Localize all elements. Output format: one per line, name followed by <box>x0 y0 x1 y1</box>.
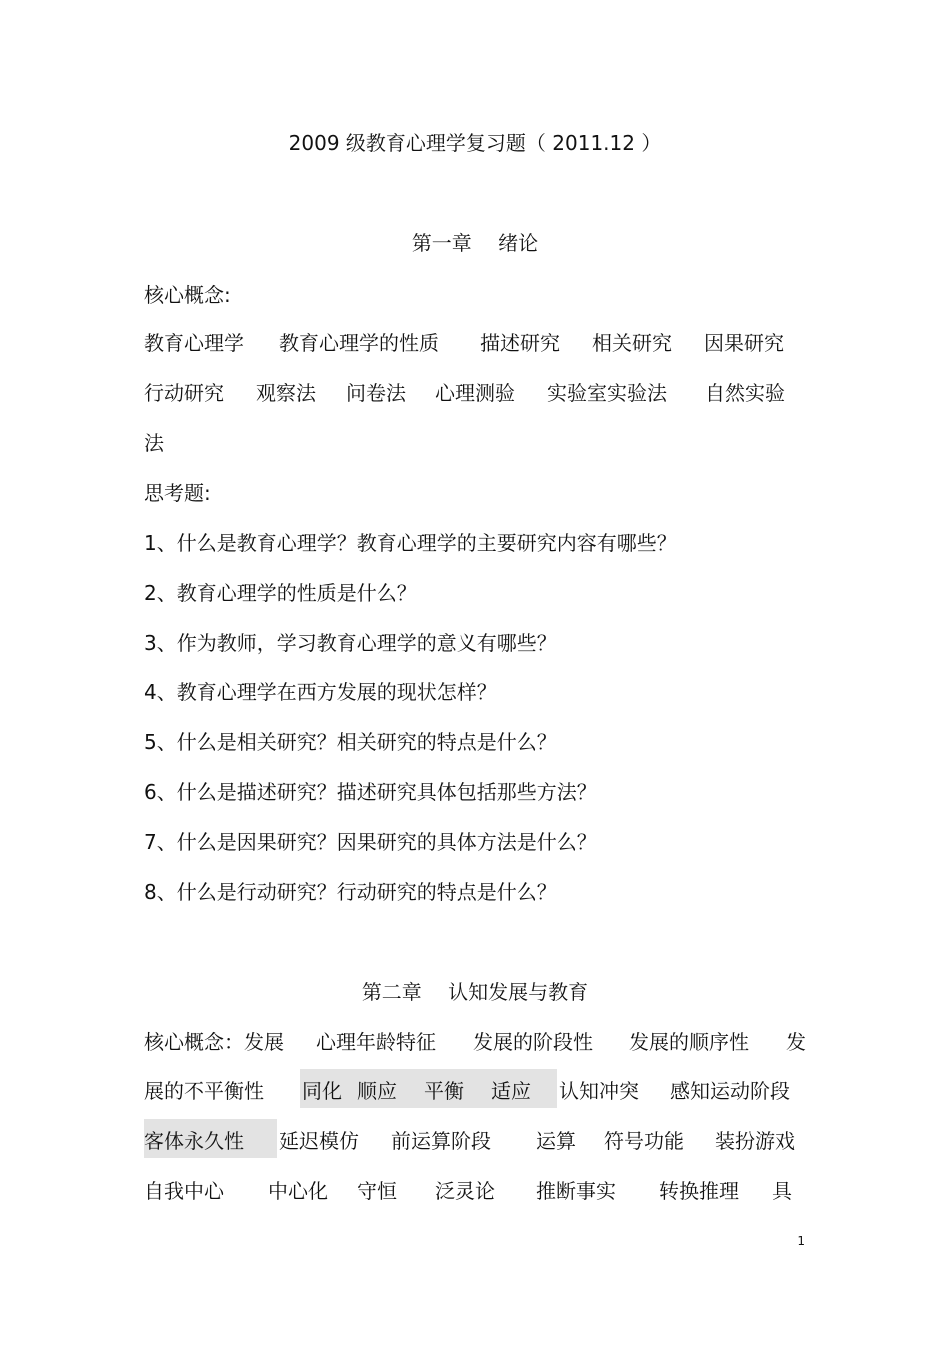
ch2-term: 具 <box>772 1179 792 1203</box>
chapter-2-heading: 第二章 认知发展与教育 <box>361 980 589 1004</box>
ch1-term: 教育心理学的性质 <box>279 331 439 355</box>
ch1-term: 行动研究 <box>144 381 224 405</box>
ch1-term: 描述研究 <box>480 331 560 355</box>
ch1-term: 相关研究 <box>592 331 672 355</box>
ch2-term: 中心化 <box>268 1179 328 1203</box>
ch1-term: 问卷法 <box>346 381 406 405</box>
page-number: 1 <box>797 1234 805 1248</box>
ch2-term: 核心概念：发展 <box>144 1030 284 1054</box>
ch2-term: 前运算阶段 <box>391 1129 491 1153</box>
ch2-term: 符号功能 <box>604 1129 684 1153</box>
ch1-term: 教育心理学 <box>144 331 244 355</box>
ch2-term: 推断事实 <box>536 1179 616 1203</box>
ch2-term: 顺应 <box>357 1079 397 1103</box>
ch2-term: 平衡 <box>424 1079 464 1103</box>
ch2-term: 认知冲突 <box>559 1079 639 1103</box>
ch2-term: 发 <box>786 1030 806 1054</box>
ch2-term: 运算 <box>536 1129 576 1153</box>
question-item: 3、作为教师，学习教育心理学的意义有哪些？ <box>144 631 557 655</box>
ch2-term: 客体永久性 <box>144 1129 244 1153</box>
question-item: 8、什么是行动研究？行动研究的特点是什么？ <box>144 880 557 904</box>
question-item: 5、什么是相关研究？相关研究的特点是什么？ <box>144 730 557 754</box>
ch1-term: 法 <box>144 431 164 455</box>
question-item: 1、什么是教育心理学？教育心理学的主要研究内容有哪些？ <box>144 531 677 555</box>
document-title: 2009 级教育心理学复习题（ 2011.12 ） <box>288 131 662 155</box>
ch1-term: 心理测验 <box>435 381 515 405</box>
ch2-term: 守恒 <box>357 1179 397 1203</box>
ch2-term: 心理年龄特征 <box>316 1030 436 1054</box>
ch2-term: 同化 <box>302 1079 342 1103</box>
question-item: 6、什么是描述研究？描述研究具体包括那些方法？ <box>144 780 597 804</box>
ch2-term: 装扮游戏 <box>715 1129 795 1153</box>
ch1-questions-label: 思考题: <box>144 481 211 505</box>
ch1-term: 观察法 <box>256 381 316 405</box>
ch1-term: 实验室实验法 <box>547 381 667 405</box>
ch1-term: 自然实验 <box>705 381 785 405</box>
question-item: 7、什么是因果研究？因果研究的具体方法是什么？ <box>144 830 597 854</box>
ch2-term: 适应 <box>491 1079 531 1103</box>
ch2-term: 发展的顺序性 <box>629 1030 749 1054</box>
ch2-term: 自我中心 <box>144 1179 224 1203</box>
question-item: 4、教育心理学在西方发展的现状怎样？ <box>144 680 497 704</box>
ch2-term: 展的不平衡性 <box>144 1079 264 1103</box>
ch1-term: 因果研究 <box>704 331 784 355</box>
question-item: 2、教育心理学的性质是什么？ <box>144 581 417 605</box>
ch2-term: 感知运动阶段 <box>670 1079 790 1103</box>
ch2-term: 转换推理 <box>659 1179 739 1203</box>
ch2-term: 延迟模仿 <box>279 1129 359 1153</box>
ch1-core-concepts-label: 核心概念: <box>144 283 231 307</box>
chapter-1-heading: 第一章 绪论 <box>411 231 539 255</box>
ch2-term: 发展的阶段性 <box>473 1030 593 1054</box>
ch2-term: 泛灵论 <box>435 1179 495 1203</box>
